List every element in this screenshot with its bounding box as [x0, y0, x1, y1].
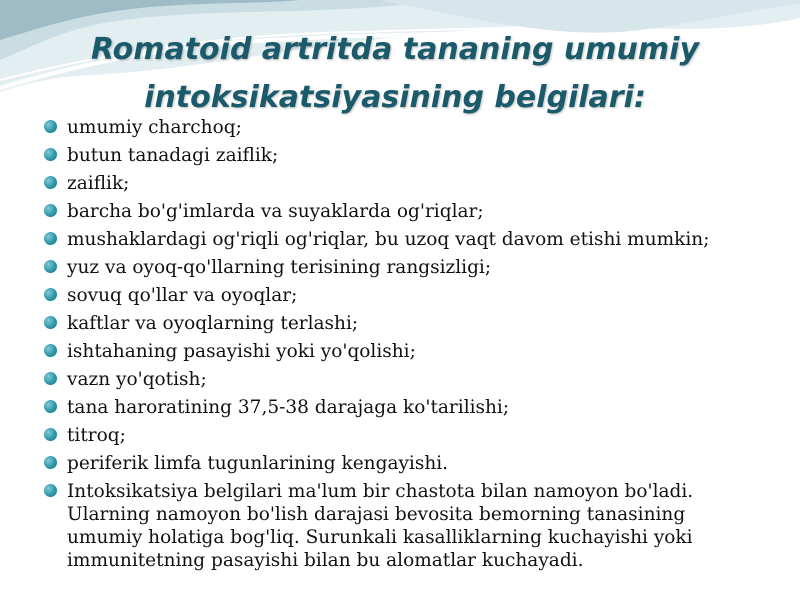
- slide-title-line-1: Romatoid artritda tananing umumiy: [90, 32, 699, 67]
- bullet-dot-icon: [44, 344, 57, 357]
- list-item-text: titroq;: [67, 425, 126, 446]
- bullet-dot-icon: [44, 120, 57, 133]
- list-item-text: butun tanadagi zaiflik;: [67, 145, 279, 166]
- list-item-text: kaftlar va oyoqlarning terlashi;: [67, 313, 359, 334]
- list-item: [44, 396, 764, 420]
- bullet-dot-icon: [44, 484, 57, 497]
- list-item: [44, 452, 764, 476]
- list-item-text: sovuq qo'llar va oyoqlar;: [67, 285, 298, 306]
- list-item: [44, 312, 764, 336]
- list-item: [44, 480, 764, 572]
- list-item: [44, 228, 764, 252]
- list-item-text: zaiflik;: [67, 173, 130, 194]
- list-item-text: mushaklardagi og'riqli og'riqlar, bu uzoq vaqt davom etishi mumkin;: [67, 229, 710, 250]
- list-item-text: ishtahaning pasayishi yoki yo'qolishi;: [67, 341, 416, 362]
- list-item: [44, 200, 764, 224]
- list-item: [44, 172, 764, 196]
- slide-title: [40, 26, 750, 122]
- list-item: [44, 144, 764, 168]
- symptom-list: [44, 116, 764, 576]
- bullet-dot-icon: [44, 176, 57, 189]
- list-item-text: tana haroratining 37,5-38 darajaga ko'tarilishi;: [67, 397, 510, 418]
- bullet-dot-icon: [44, 288, 57, 301]
- list-item: [44, 116, 764, 140]
- list-item-text: barcha bo'g'imlarda va suyaklarda og'riqlar;: [67, 201, 484, 222]
- bullet-dot-icon: [44, 148, 57, 161]
- list-item-text: Intoksikatsiya belgilari ma'lum bir chastota bilan namoyon bo'ladi. Ularning namoyon bo'lish darajasi bevosita bemorning tanasining umumiy holatiga bog'liq. Surunkali kasalliklarning kuchayishi yoki immunitetning pasayishi bilan bu alomatlar kuchayadi.: [67, 481, 694, 571]
- list-item-text: yuz va oyoq-qo'llarning terisining rangsizligi;: [67, 257, 492, 278]
- list-item-text: vazn yo'qotish;: [67, 369, 207, 390]
- bullet-dot-icon: [44, 400, 57, 413]
- bullet-dot-icon: [44, 232, 57, 245]
- bullet-dot-icon: [44, 260, 57, 273]
- list-item-text: periferik limfa tugunlarining kengayishi.: [67, 453, 449, 474]
- list-item: [44, 424, 764, 448]
- bullet-dot-icon: [44, 204, 57, 217]
- list-item-text: umumiy charchoq;: [67, 117, 242, 138]
- bullet-dot-icon: [44, 428, 57, 441]
- list-item: [44, 256, 764, 280]
- bullet-dot-icon: [44, 456, 57, 469]
- list-item: [44, 368, 764, 392]
- list-item: [44, 284, 764, 308]
- list-item: [44, 340, 764, 364]
- bullet-dot-icon: [44, 316, 57, 329]
- bullet-dot-icon: [44, 372, 57, 385]
- slide-title-line-2: intoksikatsiyasining belgilari:: [144, 80, 646, 115]
